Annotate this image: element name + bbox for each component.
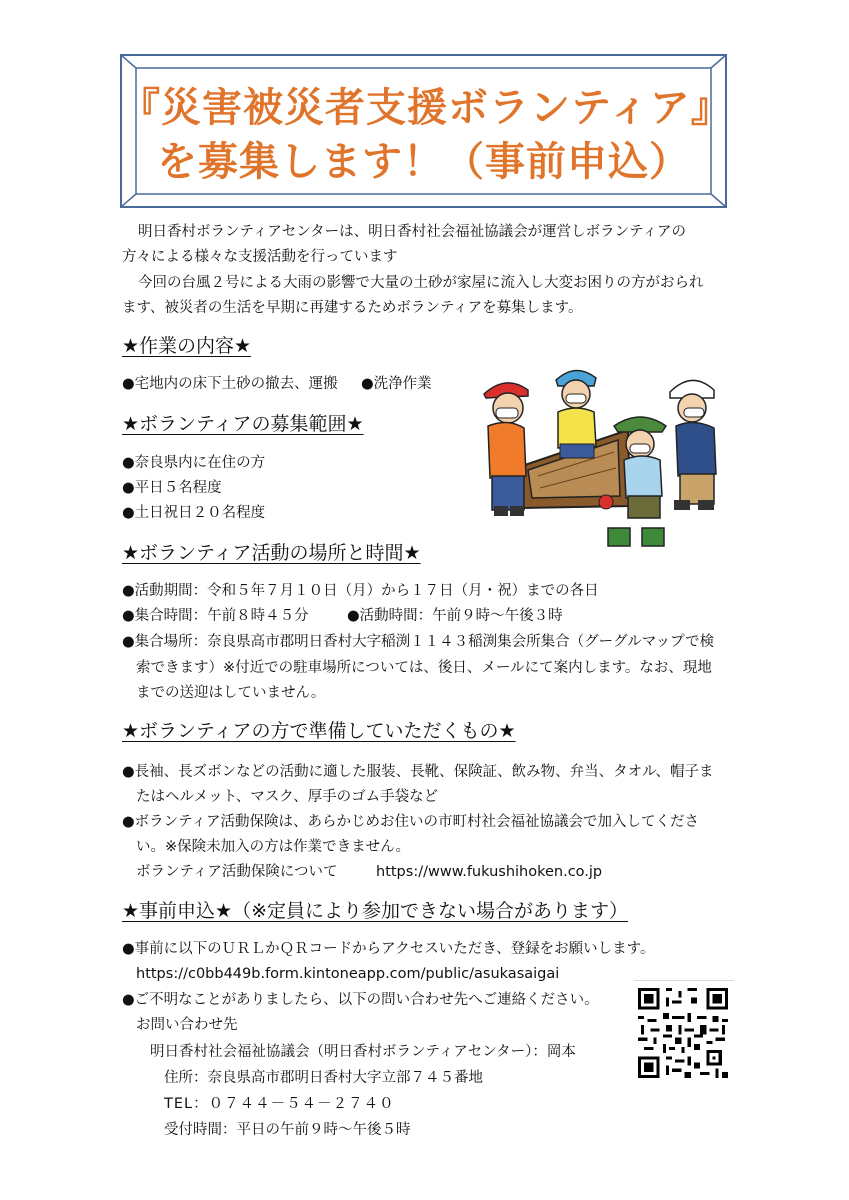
title-line-2: を募集します！（事前申込） — [157, 139, 690, 185]
work-heading: ★作業の内容★ — [122, 335, 252, 357]
contact-org: 明日香村社会福祉協議会（明日香村ボランティアセンター）：岡本 — [150, 1044, 576, 1060]
activity-time: ●活動時間：午前９時～午後３時 — [347, 608, 563, 624]
contact-tel: TEL：０７４４－５４－２７４０ — [164, 1096, 395, 1112]
contact-address: 住所：奈良県高市郡明日香村大字立部７４５番地 — [164, 1070, 483, 1086]
prepare-heading: ★ボランティアの方で準備していただくもの★ — [122, 720, 516, 742]
contact-label: お問い合わせ先 — [136, 1017, 238, 1033]
prepare-item-1-line-1: ●長袖、長ズボンなどの活動に適した服装、長靴、保険証、飲み物、弁当、タオル、帽子ま — [122, 764, 714, 780]
apply-line-2: ●ご不明なことがありましたら、以下の問い合わせ先へご連絡ください。 — [122, 992, 599, 1008]
prepare-item-1-line-2: たはヘルメット、マスク、厚手のゴム手袋など — [136, 789, 439, 805]
gather-place-line-2: 索できます）※付近での駐車場所については、後日、メールにて案内します。なお、現地 — [136, 660, 712, 676]
apply-heading: ★事前申込★（※定員により参加できない場合があります） — [122, 900, 628, 922]
page-title — [120, 54, 732, 208]
gather-place-line-3: までの送迎はしていません。 — [136, 685, 326, 701]
apply-url-link[interactable]: https://c0bb449b.form.kintoneapp.com/public/asukasaigai — [136, 966, 560, 982]
prepare-item-2-line-2: い。※保険未加入の方は作業できません。 — [136, 839, 411, 855]
title-line-1: 『災害被災者支援ボランティア』 — [120, 85, 732, 131]
work-item-2: ●洗浄作業 — [361, 376, 432, 392]
scope-heading: ★ボランティアの募集範囲★ — [122, 413, 364, 435]
qr-code-icon[interactable] — [638, 988, 728, 1078]
insurance-label: ボランティア活動保険について — [136, 864, 338, 880]
prepare-item-2-line-1: ●ボランティア活動保険は、あらかじめお住いの市町村社会福祉協議会で加入してくださ — [122, 814, 699, 830]
gather-time: ●集合時間：午前８時４５分 — [122, 608, 309, 624]
insurance-link[interactable]: https://www.fukushihoken.co.jp — [376, 864, 603, 880]
scope-item-2: ●平日５名程度 — [122, 480, 222, 496]
scope-item-1: ●奈良県内に在住の方 — [122, 455, 266, 471]
divider — [634, 980, 734, 981]
intro-line-3: 今回の台風２号による大雨の影響で大量の土砂が家屋に流入し大変お困りの方がおられ — [138, 275, 704, 291]
work-item-1: ●宅地内の床下土砂の撤去、運搬 — [122, 376, 338, 392]
contact-hours: 受付時間：平日の午前９時～午後５時 — [164, 1122, 411, 1138]
gather-place-line-1: ●集合場所：奈良県高市郡明日香村大字稲渕１１４３稲渕集会所集合（グーグルマップで検 — [122, 634, 715, 650]
apply-line-1: ●事前に以下のＵＲＬかＱＲコードからアクセスいただき、登録をお願いします。 — [122, 941, 655, 957]
activity-period: ●活動期間：令和５年７月１０日（月）から１７日（月・祝）までの各日 — [122, 583, 599, 599]
intro-line-1: 明日香村ボランティアセンターは、明日香村社会福祉協議会が運営しボランティアの — [138, 224, 686, 240]
intro-line-2: 方々による様々な支援活動を行っています — [122, 249, 398, 265]
intro-line-4: ます、被災者の生活を早期に再建するためボランティアを募集します。 — [122, 300, 583, 316]
volunteers-illustration — [478, 356, 724, 556]
place-time-heading: ★ボランティア活動の場所と時間★ — [122, 542, 421, 564]
scope-item-3: ●土日祝日２０名程度 — [122, 505, 266, 521]
